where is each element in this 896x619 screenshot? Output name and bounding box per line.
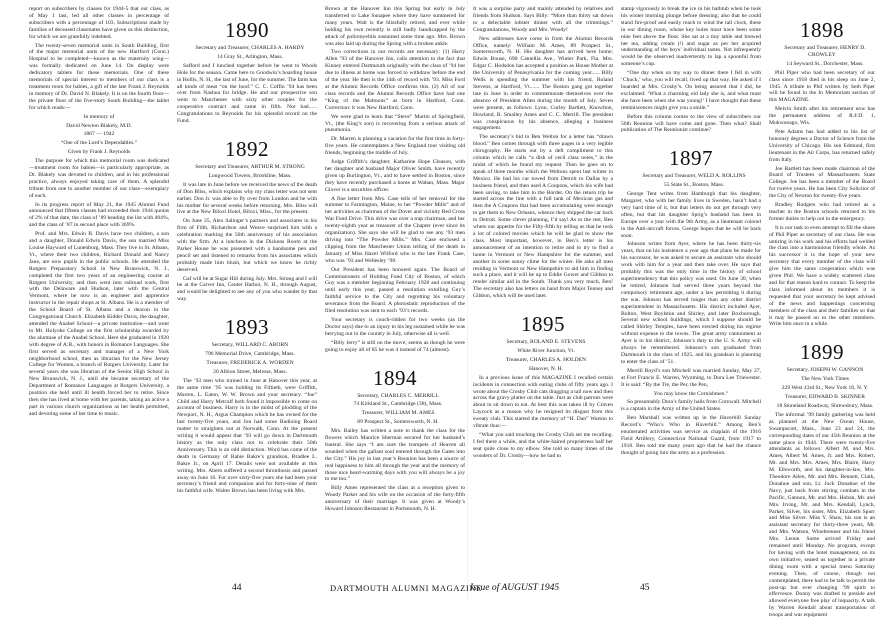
paragraph: “What you said touching the Crosby Club set me recalling. I fed there a while, and the white-haired proprietress half her seat quite close to my elbow. She told so many times of the wonders of Dr. Crosby—how he had to <box>473 431 613 459</box>
address-line: 229 West 43rd St., New York 18, N. Y. <box>781 385 869 392</box>
paragraph: Merrill Boyd’s son Mitchell was married Sunday, May 27, at Fort Francis E. Warren, Wyoming, to Dora Lee Triewester. It is said: “By the Tre, the Per, the Pen, <box>621 367 761 388</box>
paragraph: Dr. Marren is planning a vacation for the first time in forty-five years. He contemplates a New England tour visiting old friends, beginning the middle of July. <box>325 136 465 157</box>
paragraph: A fine letter from Mrs. Case tells of her removal for the summer to Farmington, Maine, to her “Powder Mills” and of her activities as chairman of the Dover and vicinity Red Cross War Fund Drive. This drive was over a trap chairman, and her twenty-eighth year as treasurer of the Chapter (ever since its organization). She says she will be glad to see any ’93 men driving into “The Powder Mills.” Mrs. Case enclosed a clipping from the Manchester Union telling of the death in January of Miss Hazel Wilford who is the late Frank Case, who was ’93 and Wellesley ’98. <box>325 195 465 264</box>
inscription-line: Given by Frank J. Reynolds <box>67 149 131 156</box>
paragraph: “One day when on my way to dinner there I fell in with ‘Chuck,’ who, you will recall, lived up that way. He asked if I boarded at Mrs. Crosby’s. On being assured that I did, he exclaimed: ‘What a charming old lady she is, and what must she have been when she was young!’ I have thought that these reminiscences might give you a smile.” <box>621 70 761 111</box>
paragraph: George Tent writes from Hamburgh that his daughter, Margaret, who with her family lives in Sweden, hasn’t had a very hard time of it, but that letters do not get through very often, but that his daughter Sprig’s husband has been in Europe over a year with the 9th Army, as a lieutenant colonel in the Anti-aircraft forces. George hopes that he will be back soon. <box>621 191 761 239</box>
secretary-line: Secretary and Treasurer, ARTHUR M. STRONG <box>195 163 305 170</box>
inscription-line: 1867 — 1942 <box>83 131 115 138</box>
paragraph: Prof. and Mrs. Edwin B. Davis have two children, a son and a daughter, Donald Edwin Davis, the son married Miss Louise Hayward of Lunenburg, Mass. They live in St. Albans, Vt., where their two children, Richard Donald and Nancy Jane, are now pupils in the public schools. He attended the Rutgers Preparatory School in New Brunswick, N. J., completed the first two years of an engineering course at Rutgers University, and then went into railroad work, first with the Delaware and Hudson, later with the Central Vermont, where he now is an engineer and apprentice instructor in the repair shops at St. Albans. He is a member of the School Board of St. Albans and a deacon in the Congregational Church. Elizabeth Kidder Davis, the daughter, attended the Anabel School—a private institution—and went to Mt. Holyoke College on the first scholarship awarded by the alumnae of the Anabel School. Here she graduated in 1920 with degree of A.B., with honors in Romance Languages. She first served as secretary and manager of a New York neighborhood school, then as librarian for the New Jersey College for Women, a branch of Rutgers University. Later for several years she was librarian of the Senior High School in New Brunswick, N. J., until she became secretary of the Department of Romance Languages at Rutgers University, a position she held until ill health forced her to retire. Since then she has lived at home with her parents, taking an active a part in various church organizations as her health permitted, and devoting some of her time to music. <box>29 231 169 417</box>
paragraph: Phil Piper who had been secretary of our class since 1918 died in his sleep on June 2, 1945. A tribute to Phil written by Seth Piper will be found in the In Memoriam section of this MAGAZINE. <box>769 69 875 104</box>
address-line: Hanover, N. H. <box>528 365 564 372</box>
paragraph: It was a surprise party and mainly attended by relatives and friends from Hudson. Says Billy: “More than thirty sat down to a delectable lobster dinner with all the trimmings.” Congratulations, Woody and Mrs. Woody! <box>473 6 613 33</box>
inscription-line: In memory of <box>83 113 115 120</box>
address-line: Longwood Towers, Brookline, Mass. <box>208 172 292 179</box>
paragraph: In a previous issue of this MAGAZINE I recalled certain incidents in connection with eating clubs of fifty years ago. I wrote about the Crosby Club cats dragging a tail now and then across the gravy platter on the table. Just as club patrons were about to sit down to eat. At best this was taken ill by Craven Laycock as a reason why he resigned its disgust from this sweaty club. This started the memory of “H. Dan” Watson to vibrate thus:— <box>473 374 613 430</box>
paragraph: Pete Adams has had added to his list of honorary degrees a Doctor of Science from the University of Chicago. His son Edmund, first lieutenant in the Air Corps, has returned safely from Italy. <box>769 128 875 163</box>
issue-date: Issue of AUGUST 1945 <box>470 583 560 593</box>
paragraph: Your secretary is couch-ridden for two weeks (as the Doctor says) due to an injury to his leg sustained while he was berrying out in the country in July, otherwise all is well. <box>325 316 465 337</box>
class-year-heading: 1892 <box>225 136 269 161</box>
class-year-heading: 1894 <box>373 365 417 390</box>
class-year-heading: 1898 <box>800 18 844 42</box>
paragraph: “Billy Jerry” is still on the move; seems as though he were going to enjoy all of 85 he was 4 instead of 74 (almost). <box>325 339 465 353</box>
column-1 <box>29 6 169 576</box>
paragraph: Judge Griffith’s daughter, Katharine Hope Gleason, with her daughter and husband Major Oliver Smith, have recently given up Burlington, Vt., and to have settled in Boston, since they have recently purchased a home at Waban, Mass. Major Glover is a securities officer. <box>325 159 465 193</box>
paragraph: The ’93 men who trained in June at Hanover this year, at the same time ’95 was holding its Fiftieth, were Griffith, Marren, L. Eaton, W. W. Brown and your secretary. “Joe” Child and Harry Metcalf both found it impossible to come on account of business. Harry is in the midst of plodding of the Newport, N. H., Argus Champion which he has owned for the last twenty-five years, and Jon had some Radioing Board matter to straighten out at Norwalk, Conn. At the present writing it would appear that ’93 will go down in Dartmouth history as the only class not to celebrate their 50th Anniversary. This is an odd distinction. Word has come of the death in Germany of Rabie Bakre’s grandson, Bradlee L. Bakre Jr., on April 17. Details were not available at this writing. Mrs. Abern suffered a second thrombosis and passed away on June 16. For over sixty-five years she had been your secretary’s friend and companion and for forty-nine of them his faithful wife. Walter Brown has been living with Mrs. <box>177 377 317 495</box>
paragraph: Our President has been honored again. The Board of Commissioners of Holding Fund City of Boston, of which Guy was a member beginning February 1928 and continuing until early this year, passed a resolution extolling Guy’s faithful service to the City and regretting his voluntary severance from the Board. A photostatic reproduction of the filed resolution was sent to each ’93’s records. <box>325 266 465 315</box>
paragraph: Johnson writes from Ayer, where he has been thirty-six years, that on his insistence a year ago that plans be made for his successor, he was asked to secure an assistant who should work with him for a year and then take over. He says that probably this was the only time in the history of school superintendency that this policy was used. On June 30, when he retired, Johnson had served three years beyond the compulsory retirement age, under a law permitting it during the war. Johnson has served longer than any other district superintendent in Massachusetts. His district included Ayer, Bolton, West Boylston and Shirley, and later Boxborough. Several new school buildings, which I suppose should be called Shirley Temples, have been erected during his regime without expense to the towns. The great army cantonment at Ayer is in his district, Johnson’s duty to the U. S. Army will always be remembered. Johnson’s son graduated from Dartmouth in the class of 1925, and his grandson is planning to enter the class of ’51. <box>621 241 761 365</box>
secretary-line: Secretary, ROLAND E. STEVENS <box>506 339 586 346</box>
paragraph: We were glad to learn that “Steve” Martin of Springfield, Vt., (the King’s son) is recovering from a serious attack of pneumonia. <box>325 113 465 134</box>
secretary-line: Secretary and Treasurer, WELD A. ROLLINS <box>642 173 746 180</box>
paragraph: stamp vigorously to break the ice in his bathtub when he took his winter morning plunge before dressing; also that he could stand fire-proof and easily reach to wind the tall clock, these in our dining room, whose key holes must have been some nine feet above the floor. She sat at a tiny table and brewed her tea, adding cream (!) and sugar as per her acquired understanding of the boys’ individual tastes. Not infrequently would be the observed inadvertently to lap a spoonful from someone’s cup. <box>621 6 761 68</box>
magazine-title: DARTMOUTH ALUMNI MAGAZINE <box>330 583 482 593</box>
paragraph: On June 25, Alex Salinger’s partners and associates in his firm of Filth, Richardson and Weave surprised him with a celebration marking the 50th anniversary of his association with the firm. At a luncheon in the Dickens Room at the Parker House he was presented with a handsome pen and pencil set and listened to remarks from his associates which probably made him blush, but which we know he richly deserved. <box>177 218 317 273</box>
column-6 <box>769 6 875 619</box>
column-3 <box>325 6 465 576</box>
address-line: 14 Seyward St., Dorchester, Mass. <box>786 60 864 67</box>
paragraph: It was late in June before we received the news of the death of Don Bliss, which explains why my class letter was not sent earlier. Don Jr. was able to fly over from London and be with his mother for several weeks before returning. Mrs. Bliss will live at the New Biloxi Hotel, Biloxi, Miss., for the present. <box>177 181 317 216</box>
secretary-line: Secretary, JOSEPH W. GANNON <box>786 367 864 374</box>
inscription-line: “One of the Lord’s Dependables.” <box>60 140 138 147</box>
treasurer-line: Treasurer, FREDERICK A. WORDEN <box>206 360 294 366</box>
class-year-heading: 1899 <box>800 340 844 365</box>
paragraph: Bradley Rodgers who had retired as a teacher in the Boston schools returned to his former duties to help out in the emergency. <box>769 202 875 222</box>
secretary-line: Secretary and Treasurer, HENRY D. CROWLEY <box>784 45 866 58</box>
paragraph: Before this column comes to the view of subscribers our 50th Reunion will have come and gone. Then what? Shall publication of The Reunionist continue? <box>621 113 761 134</box>
verse-line: You may know the Cornishmen.” <box>653 390 729 397</box>
secretary-line: Secretary, WILLARD C. ABORN <box>211 342 289 349</box>
page-number-right: 45 <box>640 583 650 593</box>
secretary-line: Secretary and Treasurer, CHARLES A. HARDY <box>195 45 305 51</box>
paragraph: Brown at the Hanover Inn this Spring but early in July transferred to Lake Sunapee where they have summered for many years. Walt is the blissfully retired, and ever while holding his own recently is still badly handicapped by the attack of poliomyelitis sustained some time ago. Mrs. Brown was also laid up during the Spring with a broken ankle. <box>325 6 465 47</box>
treasurer-line: Treasurer, EDWARD B. SKINNER <box>785 394 865 401</box>
column-5 <box>621 6 761 576</box>
paragraph: In its progress report of May 21, the 1945 Alumni Fund announced that fifteen classes had exceeded their 1944 quotas of 2% of that date, the class of ’89 heading the list with 404%, and the class of ’87 in second place with 369%. <box>29 201 169 229</box>
treasurer-line: Treasurer, CHARLES A. HOLDEN <box>505 356 587 363</box>
address-line: 18 Stoneland Roadway, Shrewsbury, Mass. <box>776 402 874 409</box>
paragraph: So presumably Dora’s family hails from Cornwall. Mitchell is a captain in the Army of the United States. <box>621 399 761 413</box>
inscription-line: David Newton Blakely, M.D. <box>66 122 132 129</box>
paragraph: Two corrections in our records are necessary: (1) Harry Allen ’93 of the Hanover Inn, calls attention to the fact that Kinney entered Dartmouth originally with the class of ’94 but due to illness at home was forced to withdraw before the end of the year. He then is the 14th of record with ’93. Miss Ford at the Alumni Records Office confirms this. (2) All of our class records and the Alumni Records Office have had one “King of the Mattoons” as born in Hartford, Conn. Correction: it was New Hartford, Conn. <box>325 49 465 111</box>
paragraph: Billy Ames represented the class at a reception given to Woody Parker and his wife on the occasion of the forty-fifth anniversary of their marriage. It was given at Woody’s Howard Johnson Restaurant in Portsmouth, N. H. <box>325 485 465 513</box>
address-line: 20 Albion Street, Melrose, Mass. <box>213 368 287 375</box>
paragraph: The secretary’s bid to Ben Welton for a letter has “drawn blood.” Ben comes through with three pages in a very legible chirography. He starts out by a deft compliment to this column which he calls “a dish of cecil class notes,” in the midst of which he found my request. Then he goes on to speak of three months which the Weltons spent last winter in Mexico. He had his car towed from Detroit to Dallas by a business friend, and then used A Coupons, which his wife had been saving, to take him to the Border. On the return trip he started across the line with a full tank of Mexican gas and then the A Coupons that had been accumulating were enough to get them to New Orleans, whence they shipped the car back to Detroit. Some clever planning, I’d say! As to the rest, Ben whets our appetite for the Fifty-fifth by telling us that he took a lot of colored movies which he will be glad to show the class. Most important, however, in Ben’s letter is his announcement of an intention to retire and to try to find a home in Vermont or New Hampshire for the summer, and another in some sunny clime for the winter. He asks all men residing in Vermont or New Hampshire to aid him in finding such a place, and it will be up to Eddie Gower and Gibbon to render similar aid in the South. Thank you very much, Ben! The secretary also has letters on hand from Major Tenney and Gibbon, which will be used later. <box>473 134 613 300</box>
page-gutter <box>467 0 468 600</box>
address-line: 89 Prospect St., Somersworth, N. H. <box>357 419 439 426</box>
address-line: The New York Times <box>801 376 849 383</box>
class-year-heading: 1895 <box>521 312 565 337</box>
paragraph: Joe Bartlett has been made chairman of the Board of Trustees of Massachusetts State College. Joe has been a member of the Board for twelve years. He has been City Solicitor of the City of Newton for twenty-five years. <box>769 165 875 200</box>
paragraph: report on subscribers by classes for 1944-5 that our class, as of May 1 last, led all other classes in percentage of subscribers with a percentage of 103. Subscriptions made by families of deceased classmates have given us this distinction, for which we are gratefully indebted. <box>29 6 169 40</box>
class-year-heading: 1890 <box>225 18 269 42</box>
address-line: 74 Kirkland St., Cambridge (38), Mass. <box>353 401 443 408</box>
address-line: 14 Gray St., Arlington, Mass. <box>217 53 283 60</box>
paragraph: Mrs. Bailey has written a note to thank the class for the flowers which Maurice Sherman secured for her husband’s funeral. She says “I am sure the trumpets of Heaven all sounded when the gallant soul entered through the Gates into the City.” His joy in last year’s Reunion has been a source of real happiness to him all through the year and the memory of those nice heart-warming days with you will always be a joy to me too.” <box>325 428 465 483</box>
paragraph: Safford and I lunched together before he went to Woods Hole for the season. Came here to Goodwin’s boarding house in Hollis, N. H., the last of June, for the summer. The farm has all kinds of meat “on the hoof.” C. C. Coffin ’94 has been over from Nashua for bridge. He and our prospective son went to Manchester with sixty other couples for the cooperative contract and came in fifth. Not bad...... Congratulations to Reynolds for his splendid record on the Fund. <box>177 62 317 125</box>
paragraph: New addresses have come in from the Alumni Records Office, namely: William M. Ames, 89 Prospect St., Somersworth, N. H. His daughter has arrived here home; Edwin Bouse, 690 Camellia Ave., Winter Park, Fla. Mrs. Edgar C. Hodsdon has accepted a position as House Mother at the University of Pennsylvania for the coming year...... Billy Wells is spending the summer with his friend, Roland Stevens, at Hartford, Vt....... The Boston gang got together late in June in order to commemorate themselves over the absence of President Allen during the month of July. Seven were present, as follows: Lyon, Curley Bartlett, Knowlton, Howland, R. Smalley Ames and C. C. Merrill. The president was conspicuous by his absence, alleging a business engagement. <box>473 35 613 132</box>
paragraph: Ben Marshall was written up in the Haverhill Sunday Record’s “Who’s Who in Haverhill.” Among Ben’s enumerated activities was service as chaplain of the 1916 Field Artillery, Connecticut National Guard, from 1917 to 1918. Ben told me many years ago that he had the chance thought of going into the army as a profession. <box>621 415 761 456</box>
paragraph: The informal ’99 family gathering was held as planned at the New Ocean House, Swampscott, Mass., June 23 and 24, the corresponding dates of our 45th Reunion at the same place in 1944. There were twenty-five attendants as follows: Albert M. and Mrs. Ames, Albert M. Ames, Jr. and Mrs. Robert, Mr. and Mrs. Mrs. Ames, Mrs. Blaire, Harry M. Ellsworth, and his daughter-in-law, Mrs. Theodore Allen, Mr. and Mrs. Bennett, Clark, Donahue and son, Lt. Jock Donahue of the Navy, just back from stirring combats in the Pacific, Gannon, Mr. and Mrs. Hoban, Mr. and Mrs. Irving, Mr. and Mrs. Kendall, Lynch, Parker, Silver, his sister, Mrs. Elizabeth Spurr and Miss Silver. Miss Y. Shaw, his son is an assistant secretary for thirty-three years, Mr. and Mrs. Watson, Winebrenner and his friend Mrs. Leone. Some arrived Friday and remained until Monday. No program, except for having with the hotel management, on its own initiative, seated us together in a private dining room with a special menu Saturday evening. Then, of course, though not contemplated, there had to be talk to permit the post-up but ever changing ’99 spirit to effervesce. Donny was drafted to preside and allowed everyone free play of loquacity. A talk by Warren Kendall about transportation of troops and war equipment <box>769 411 875 619</box>
treasurer-line: Treasurer, WILLIAM M. AMES <box>361 410 435 417</box>
page-number-left: 44 <box>232 583 242 593</box>
class-year-heading: 1897 <box>669 146 713 171</box>
paragraph: The purpose for which this memorial room was dedicated—treatment room for babies—is particularly appropriate, as Dr. Blakely was devoted to children, and in his professional practice, always enjoyed taking care of them. A splendid tribute from one to another member of our class—exemplary of each. <box>29 158 169 199</box>
address-line: 796 Memorial Drive, Cambridge, Mass. <box>205 351 295 358</box>
address-line: White River Junction, Vt. <box>517 347 575 354</box>
address-line: 55 State St., Boston, Mass. <box>663 182 725 189</box>
secretary-line: Secretary, CHARLES C. MERRILL <box>357 392 439 399</box>
paragraph: Melvin Smith after his retirement now has the permanent address of R.F.D. 1, Mukwonago, Wis. <box>769 106 875 127</box>
class-year-heading: 1893 <box>225 315 269 340</box>
paragraph: The twenty-seven memorial units in South Building, first of the major memorial units of the new Hartford (Conn.) Hospital to be completed—known as the maternity wing—was formally dedicated on June 14. On display were dedicatory tablets for these memorials. One of these memorials of special interest to members of our class is a treatment room for babies, a gift of the late Frank J. Reynolds in memory of Dr. David N. Blakely. It is on the fourth floor—the private floor of the five-story South Building—the tablet for which reads:— <box>29 42 169 111</box>
column-2 <box>177 6 317 576</box>
paragraph: It is our task to even attempt to fill the shoes of Phil Piper as secretary of our class. He was untiring in his work and his efforts had welded the class into a harmonious friendly whole. As his successor it is the hope of your new secretary that every member of the class will give him the same cooperation which was given Phil. We have a widely scattered class and for that reason hard to contact. To keep the class informed about its members it is requested that your secretary be kept advised of the news and happenings concerning members of the class and their families so that it may be passed on to the other members. Write him once in a while. <box>769 224 875 328</box>
paragraph: Gaf will be at Sugar Hill during July. Mrs. Strong and I will be at the Carver Inn, Center Harbor, N. H., through August, and would be delighted to see any of you who wander by that way. <box>177 275 317 303</box>
column-4 <box>473 6 613 576</box>
